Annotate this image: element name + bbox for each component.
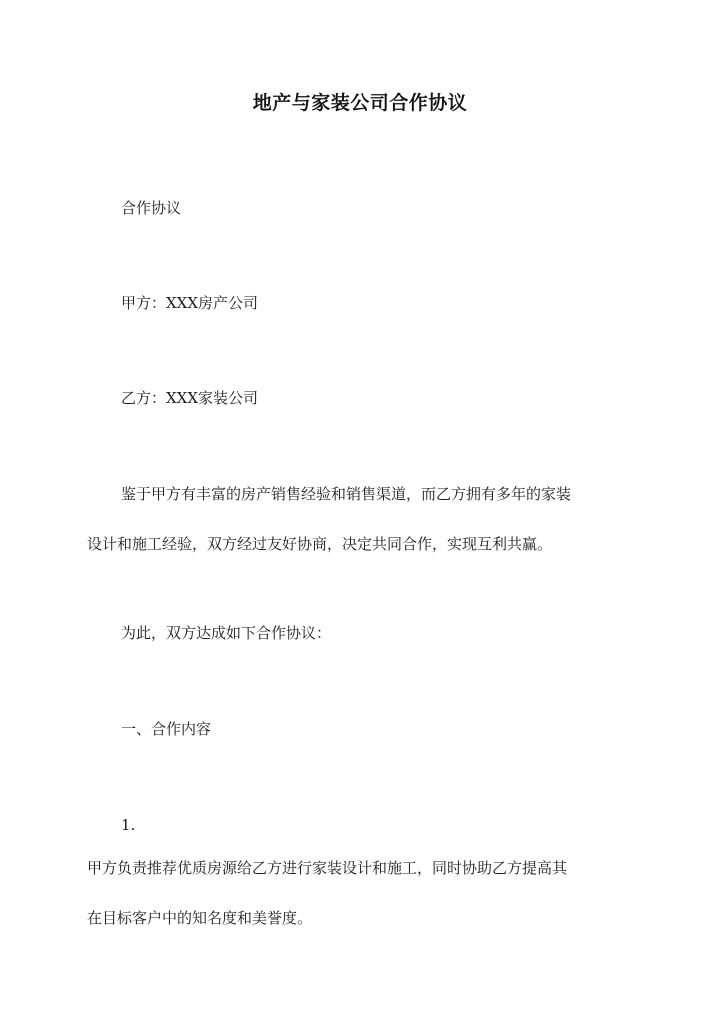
item-1-number: 1. [121,816,136,834]
item-1-line-1: 甲方负责推荐优质房源给乙方进行家装设计和施工，同时协助乙方提高其 [87,859,568,877]
item-1-paragraph [87,843,635,943]
agreement-lead: 为此，双方达成如下合作协议： [121,624,332,642]
party-a-line: 甲方：XXX房产公司 [121,294,259,312]
intro-line-2: 设计和施工经验，双方经过友好协商，决定共同合作，实现互利共赢。 [87,535,553,553]
item-1-line-2: 在目标客户中的知名度和美誉度。 [87,909,313,927]
intro-paragraph [87,469,635,569]
intro-line-1: 鉴于甲方有丰富的房产销售经验和销售渠道，而乙方拥有多年的家装 [121,485,572,503]
section-1-title: 一、合作内容 [121,720,212,738]
agreement-heading: 合作协议 [121,199,182,217]
document-title: 地产与家装公司合作协议 [252,92,468,114]
party-b-line: 乙方：XXX家装公司 [121,389,259,407]
